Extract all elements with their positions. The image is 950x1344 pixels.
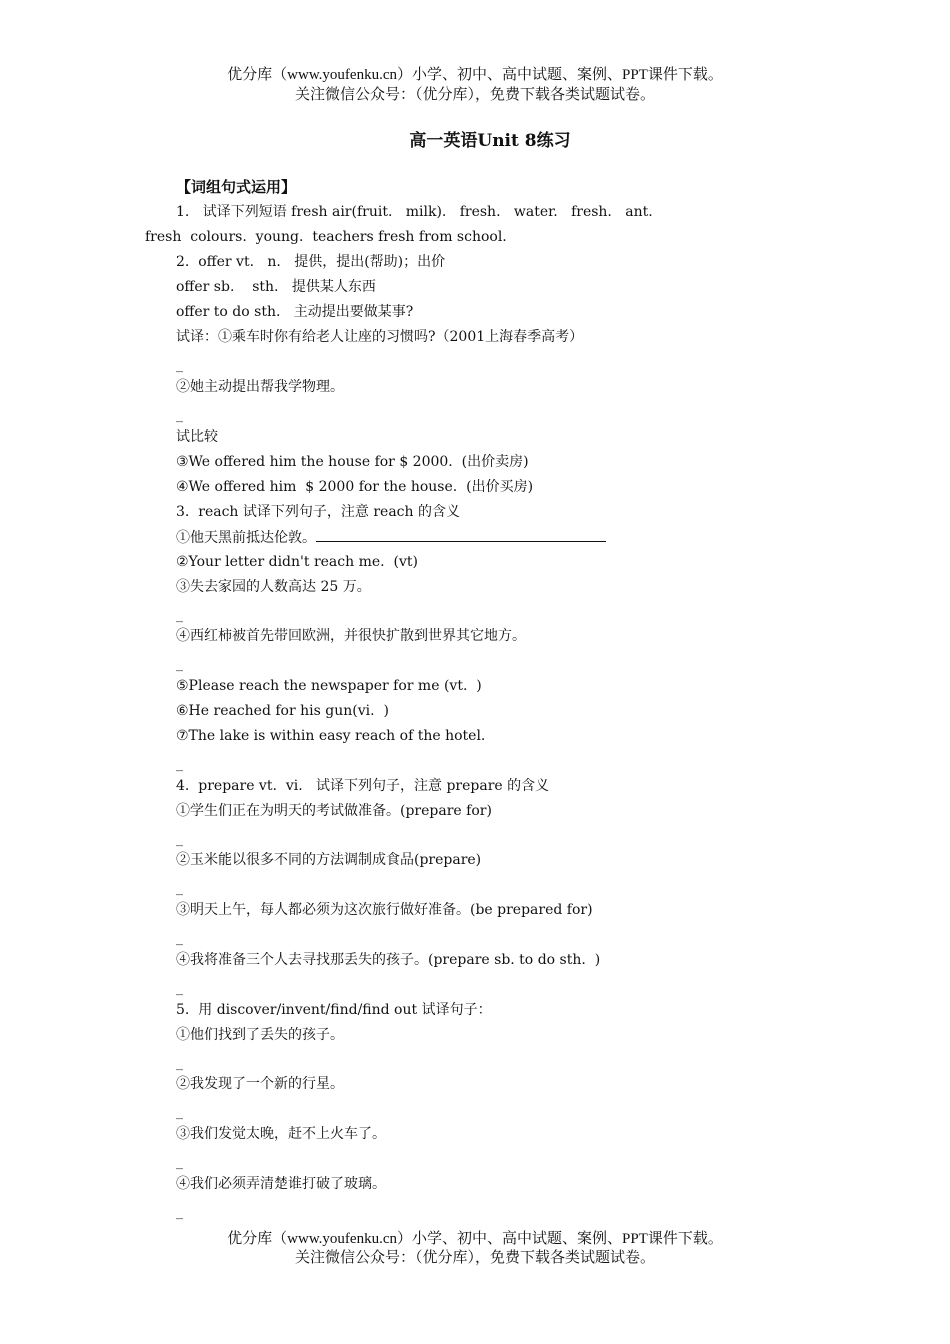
answer-blank[interactable]: _ xyxy=(176,980,183,996)
q5-item-4: ④我们必须弄清楚谁打破了玻璃。 xyxy=(176,1176,386,1192)
q2-example-3: ③We offered him the house for $ 2000. (出价卖房) xyxy=(176,454,529,470)
q2-example-4: ④We offered him $ 2000 for the house. (出价买房) xyxy=(176,479,534,495)
answer-underline[interactable] xyxy=(316,527,606,542)
answer-blank[interactable]: _ xyxy=(176,1104,183,1120)
q2-heading: 2. offer vt. n. 提供，提出(帮助)；出价 xyxy=(176,254,446,270)
header-line-2: 关注微信公众号：（优分库），免费下载各类试题试卷。 xyxy=(294,87,655,103)
q2-offer-to-do: offer to do sth. 主动提出要做某事? xyxy=(176,304,414,320)
q4-heading: 4. prepare vt. vi. 试译下列句子，注意 prepare 的含义 xyxy=(176,778,550,794)
q5-item-3: ③我们发觉太晚，赶不上火车了。 xyxy=(176,1126,386,1142)
footer-line-1: 优分库（www.youfenku.cn）小学、初中、高中试题、案例、PPT课件下载。 xyxy=(227,1231,723,1247)
answer-blank[interactable]: _ xyxy=(176,930,183,946)
q2-compare: 试比较 xyxy=(176,429,218,445)
answer-blank[interactable]: _ xyxy=(176,656,183,672)
q5-item-2: ②我发现了一个新的行星。 xyxy=(176,1076,344,1092)
q3-item-1 xyxy=(176,527,606,548)
answer-blank[interactable]: _ xyxy=(176,831,183,847)
q4-item-3: ③明天上午，每人都必须为这次旅行做好准备。(be prepared for) xyxy=(176,902,593,918)
answer-blank[interactable]: _ xyxy=(176,1204,183,1220)
footer-line-2: 关注微信公众号：（优分库），免费下载各类试题试卷。 xyxy=(294,1250,655,1266)
section-heading: 【词组句式运用】 xyxy=(176,178,297,196)
answer-blank[interactable]: _ xyxy=(176,357,183,373)
q3-item-3: ③失去家园的人数高达 25 万。 xyxy=(176,579,371,595)
q2-translate-1: 试译：①乘车时你有给老人让座的习惯吗?（2001上海春季高考） xyxy=(176,329,584,345)
q3-item-2: ②Your letter didn't reach me. (vt) xyxy=(176,554,418,570)
answer-blank[interactable]: _ xyxy=(176,880,183,896)
answer-blank[interactable]: _ xyxy=(176,607,183,623)
q2-translate-2: ②她主动提出帮我学物理。 xyxy=(176,379,344,395)
answer-blank[interactable]: _ xyxy=(176,756,183,772)
answer-blank[interactable]: _ xyxy=(176,407,183,423)
q3-item-6: ⑥He reached for his gun(vi. ) xyxy=(176,703,389,719)
q3-item-5: ⑤Please reach the newspaper for me (vt. ) xyxy=(176,678,482,694)
q5-item-1: ①他们找到了丢失的孩子。 xyxy=(176,1027,344,1043)
page-title: 高一英语Unit 8练习 xyxy=(409,131,571,151)
q1-line-1: 1. 试译下列短语 fresh air(fruit. milk). fresh. water. fresh. ant. xyxy=(176,204,653,220)
q4-item-1: ①学生们正在为明天的考试做准备。(prepare for) xyxy=(176,803,492,819)
q3-heading: 3. reach 试译下列句子，注意 reach 的含义 xyxy=(176,504,460,520)
q1-line-2: fresh colours. young. teachers fresh from school. xyxy=(145,229,507,245)
q3-item-1-text: ①他天黑前抵达伦敦。 xyxy=(176,530,316,546)
q2-offer-sb-sth: offer sb. sth. 提供某人东西 xyxy=(176,279,376,295)
answer-blank[interactable]: _ xyxy=(176,1154,183,1170)
q4-item-4: ④我将准备三个人去寻找那丢失的孩子。(prepare sb. to do sth. ) xyxy=(176,952,601,968)
q4-item-2: ②玉米能以很多不同的方法调制成食品(prepare) xyxy=(176,852,482,868)
q5-heading: 5. 用 discover/invent/find/find out 试译句子： xyxy=(176,1002,492,1018)
q3-item-4: ④西红柿被首先带回欧洲，并很快扩散到世界其它地方。 xyxy=(176,628,526,644)
q3-item-7: ⑦The lake is within easy reach of the hotel. xyxy=(176,728,486,744)
header-line-1: 优分库（www.youfenku.cn）小学、初中、高中试题、案例、PPT课件下载。 xyxy=(227,67,723,83)
answer-blank[interactable]: _ xyxy=(176,1055,183,1071)
